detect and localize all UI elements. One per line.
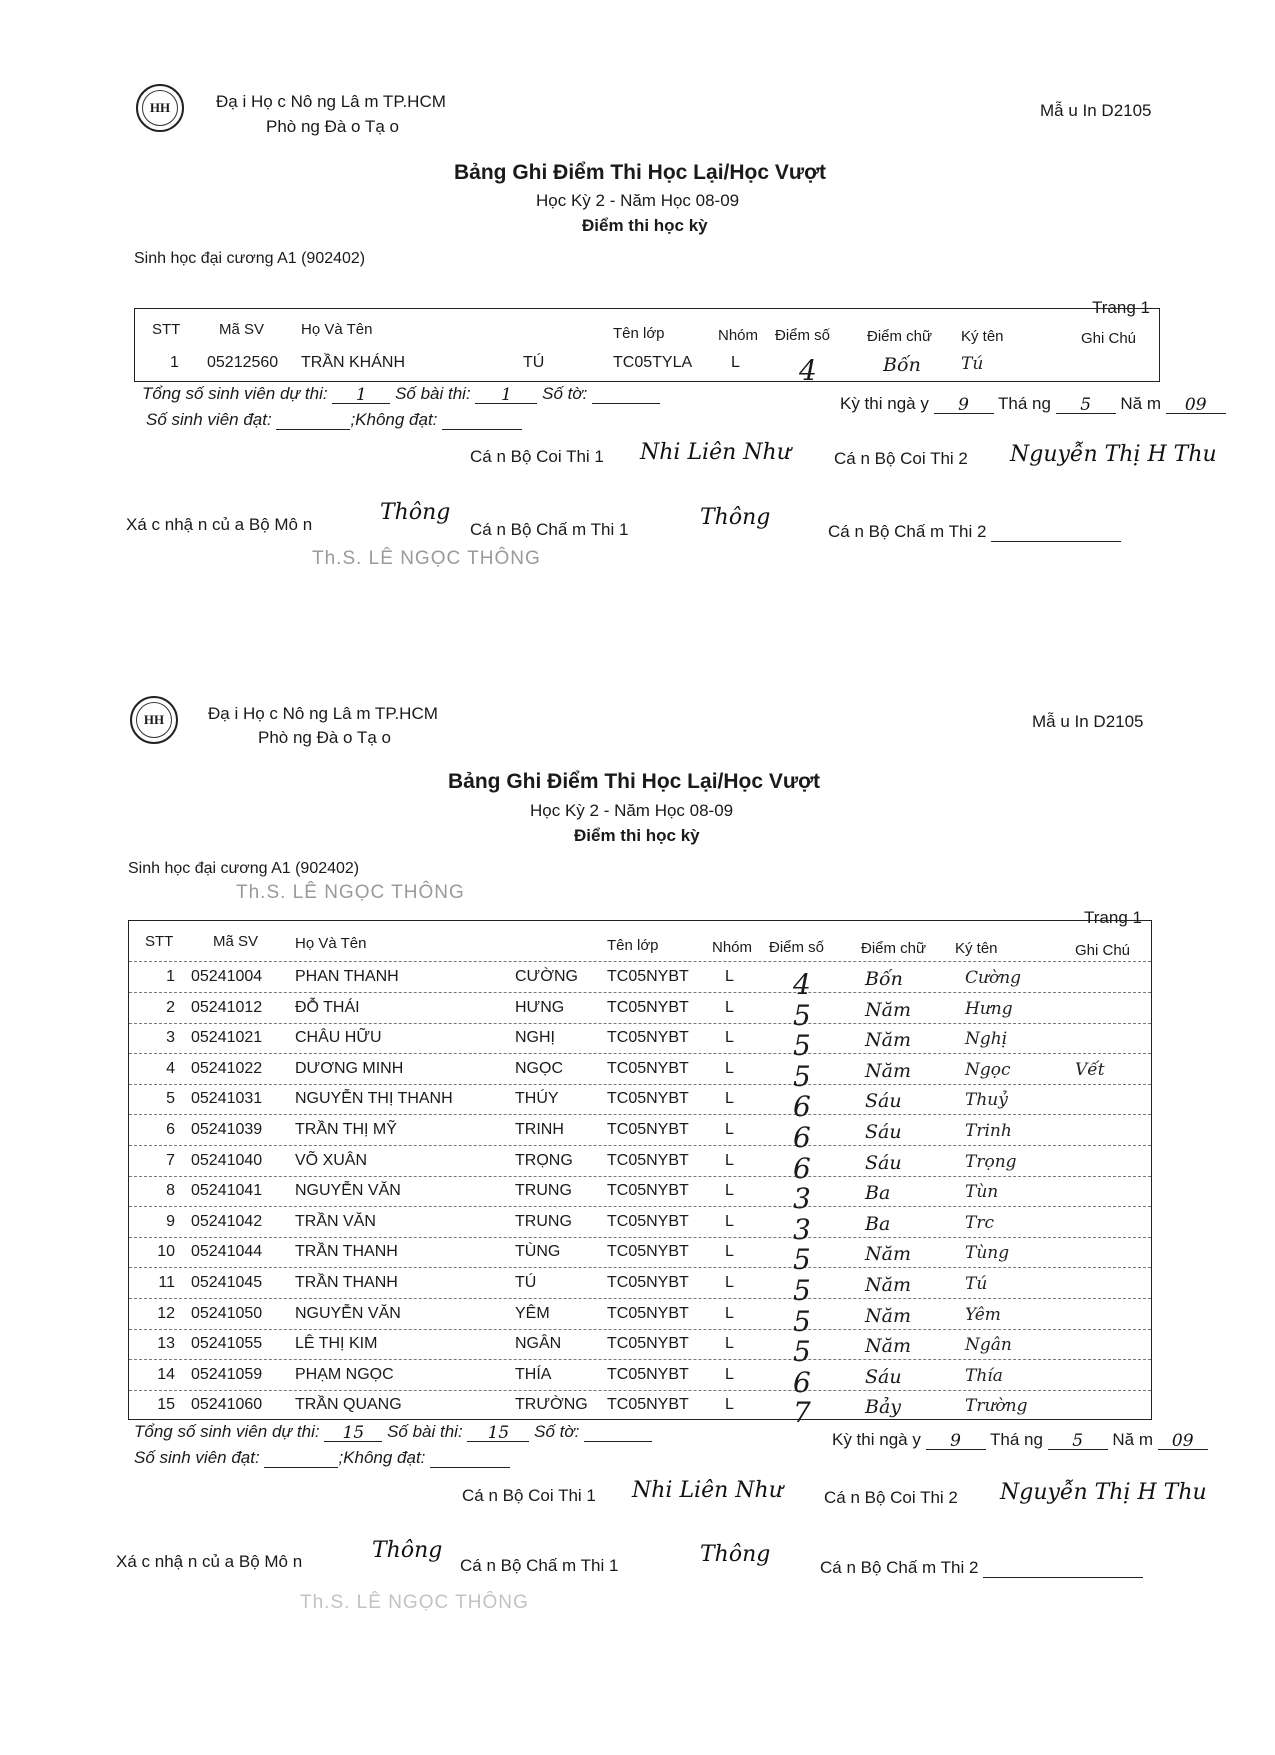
cell-score: 5 bbox=[793, 1243, 811, 1277]
table-row bbox=[129, 1236, 1151, 1277]
cell-group: L bbox=[725, 1059, 734, 1077]
cell-signature: Tú bbox=[965, 1274, 988, 1294]
table-row bbox=[129, 1083, 1151, 1124]
table-row bbox=[129, 1053, 1151, 1093]
cell-score: 5 bbox=[793, 998, 811, 1032]
university-name: Đạ i Họ c Nô ng Lâ m TP.HCM bbox=[208, 704, 438, 723]
sheet-title: Bảng Ghi Điểm Thi Học Lại/Học Vượt bbox=[448, 770, 821, 793]
cell-firstname: TRỌNG bbox=[515, 1151, 573, 1169]
cell-surname: CHÂU HỮU bbox=[295, 1029, 382, 1047]
exam-year: 09 bbox=[1158, 1431, 1208, 1450]
header-score: Điểm số bbox=[769, 939, 825, 956]
grader1-label: Cá n Bộ Chấ m Thi 1 bbox=[460, 1556, 619, 1575]
dept-stamp: Th.S. LÊ NGỌC THÔNG bbox=[312, 548, 541, 569]
table-row bbox=[129, 1175, 1151, 1216]
month-label: Thá ng bbox=[989, 1430, 1043, 1449]
cell-score: 3 bbox=[793, 1212, 811, 1246]
cell-surname: PHẠM NGỌC bbox=[295, 1365, 394, 1383]
subject: Sinh học đại cương A1 (902402) bbox=[134, 250, 366, 267]
cell-stt: 1 bbox=[166, 968, 175, 985]
cell-masv: 05241045 bbox=[191, 1274, 263, 1291]
cell-class: TC05NYBT bbox=[607, 1182, 689, 1200]
grader1-signature: Thông bbox=[700, 1542, 771, 1567]
semester: Học Kỳ 2 - Năm Học 08-09 bbox=[530, 801, 734, 820]
cell-firstname: CƯỜNG bbox=[515, 968, 578, 985]
cell-signature: Ngân bbox=[965, 1335, 1012, 1356]
logo-text: HH bbox=[149, 100, 171, 115]
header-sign: Ký tên bbox=[955, 940, 998, 957]
cell-signature: Trọng bbox=[965, 1151, 1017, 1172]
cell-score: 6 bbox=[793, 1151, 811, 1185]
cell-masv: 05241031 bbox=[191, 1090, 263, 1108]
cell-firstname: TRUNG bbox=[515, 1182, 572, 1200]
cell-stt: 14 bbox=[157, 1365, 175, 1383]
cell-score: 4 bbox=[793, 968, 811, 1001]
header-score: Điểm số bbox=[775, 327, 831, 344]
cell-score: 5 bbox=[793, 1274, 811, 1307]
year-label: Nă m bbox=[1112, 1430, 1154, 1449]
table-row bbox=[129, 1114, 1151, 1154]
cell-note: Vết bbox=[1075, 1059, 1105, 1080]
cell-firstname: TRINH bbox=[515, 1121, 564, 1138]
table-row bbox=[129, 1389, 1151, 1430]
cell-group: L bbox=[725, 1243, 734, 1261]
cell-masv: 05241012 bbox=[191, 998, 263, 1016]
grader2-label bbox=[828, 522, 1121, 542]
table-row bbox=[129, 1267, 1151, 1307]
cell-surname: TRẦN THANH bbox=[295, 1274, 398, 1291]
table-row bbox=[129, 1298, 1151, 1338]
total-students-value: 1 bbox=[332, 385, 390, 404]
exam-day: 9 bbox=[934, 395, 994, 414]
table-header bbox=[129, 921, 1151, 962]
cell-masv: 05241042 bbox=[191, 1212, 263, 1230]
cell-stt: 6 bbox=[166, 1121, 175, 1138]
semester: Học Kỳ 2 - Năm Học 08-09 bbox=[536, 191, 740, 210]
cell-score-word: Sáu bbox=[865, 1365, 902, 1388]
cell-signature: Tùn bbox=[965, 1182, 999, 1203]
cell-masv: 05241040 bbox=[191, 1151, 263, 1169]
header-class: Tên lớp bbox=[613, 325, 665, 342]
cell-group: L bbox=[725, 968, 734, 985]
cell-score-word: Năm bbox=[865, 1335, 911, 1358]
cell-masv: 05241021 bbox=[191, 1029, 263, 1047]
dept-confirm-label: Xá c nhậ n củ a Bộ Mô n bbox=[126, 515, 313, 534]
cell-stt: 10 bbox=[157, 1243, 175, 1261]
grader2-label-text: Cá n Bộ Chấ m Thi 2 bbox=[828, 522, 987, 541]
cell-firstname: TRUNG bbox=[515, 1212, 572, 1230]
table-row bbox=[135, 347, 1159, 387]
proctor1-signature: Nhi Liên Như bbox=[632, 1478, 783, 1503]
grade-sheet-2 bbox=[0, 610, 1275, 1755]
header-note: Ghi Chú bbox=[1075, 942, 1131, 959]
total-sheets-label: Số tờ: bbox=[542, 384, 588, 403]
total-students-value: 15 bbox=[324, 1423, 382, 1442]
cell-score-word: Bốn bbox=[865, 968, 903, 990]
cell-masv: 05241044 bbox=[191, 1243, 263, 1261]
dept-signature: Thông bbox=[380, 500, 451, 525]
total-sheets-value bbox=[584, 1423, 652, 1442]
cell-score-word: Năm bbox=[865, 1059, 911, 1082]
form-code: Mẫ u In D2105 bbox=[1040, 101, 1152, 120]
sheet-title: Bảng Ghi Điểm Thi Học Lại/Học Vượt bbox=[454, 161, 827, 184]
dept-confirm-label: Xá c nhậ n củ a Bộ Mô n bbox=[116, 1552, 303, 1571]
exam-type: Điểm thi học kỳ bbox=[574, 826, 700, 845]
header-name: Họ Và Tên bbox=[301, 321, 373, 338]
cell-class: TC05NYBT bbox=[607, 1090, 689, 1108]
cell-firstname: NGỌC bbox=[515, 1059, 563, 1077]
cell-masv: 05241055 bbox=[191, 1335, 263, 1353]
cell-firstname: TÚ bbox=[523, 354, 545, 371]
table-row bbox=[129, 961, 1151, 1001]
header-sign: Ký tên bbox=[961, 328, 1004, 345]
cell-signature: Cường bbox=[965, 968, 1022, 988]
cell-firstname: TÚ bbox=[515, 1274, 537, 1291]
cell-surname: PHAN THANH bbox=[295, 968, 399, 985]
grade-table bbox=[128, 920, 1152, 1430]
total-students-label: Tổng số sinh viên dự thi: bbox=[142, 384, 328, 403]
month-label: Thá ng bbox=[997, 394, 1051, 413]
cell-group: L bbox=[725, 1365, 734, 1383]
cell-score: 5 bbox=[793, 1335, 811, 1369]
cell-score: 6 bbox=[793, 1365, 811, 1399]
total-students-label: Tổng số sinh viên dự thi: bbox=[134, 1422, 320, 1441]
cell-stt: 5 bbox=[166, 1090, 175, 1108]
cell-group: L bbox=[725, 998, 734, 1016]
proctor1-signature: Nhi Liên Như bbox=[640, 440, 791, 465]
total-papers-value: 1 bbox=[475, 385, 537, 404]
cell-surname: TRẦN KHÁNH bbox=[301, 354, 406, 371]
exam-date-label: Kỳ thi ngà y bbox=[840, 394, 929, 413]
header-masv: Mã SV bbox=[219, 321, 265, 338]
passed-value bbox=[276, 411, 350, 430]
failed-value bbox=[430, 1449, 510, 1468]
cell-class: TC05NYBT bbox=[607, 1243, 689, 1261]
cell-score-word: Ba bbox=[865, 1212, 891, 1235]
exam-type: Điểm thi học kỳ bbox=[582, 216, 708, 235]
cell-surname: TRẦN THANH bbox=[295, 1243, 398, 1261]
cell-signature: Yêm bbox=[965, 1304, 1001, 1325]
cell-class: TC05NYBT bbox=[607, 1029, 689, 1047]
cell-firstname: NGHỊ bbox=[515, 1029, 555, 1047]
exam-date-label: Kỳ thi ngà y bbox=[832, 1430, 921, 1449]
cell-class: TC05NYBT bbox=[607, 1274, 689, 1291]
cell-firstname: HƯNG bbox=[515, 998, 565, 1016]
cell-score-word: Sáu bbox=[865, 1090, 902, 1113]
cell-masv: 05241050 bbox=[191, 1304, 263, 1322]
cell-group: L bbox=[725, 1304, 734, 1322]
page-number: Trang 1 bbox=[1084, 908, 1142, 927]
proctor2-signature: Nguyễn Thị H Thu bbox=[1010, 442, 1217, 467]
table-row bbox=[129, 1359, 1151, 1399]
cell-surname: NGUYỄN VĂN bbox=[295, 1182, 401, 1200]
exam-date bbox=[840, 394, 1226, 414]
cell-group: L bbox=[725, 1121, 734, 1138]
cell-stt: 12 bbox=[157, 1304, 175, 1322]
cell-score: 7 bbox=[793, 1396, 811, 1430]
total-sheets-label: Số tờ: bbox=[534, 1422, 580, 1441]
cell-signature: Thía bbox=[965, 1365, 1003, 1386]
header-name: Họ Và Tên bbox=[295, 935, 367, 952]
cell-score-word: Năm bbox=[865, 1304, 911, 1327]
cell-signature: Nghị bbox=[965, 1029, 1008, 1050]
cell-group: L bbox=[725, 1212, 734, 1230]
cell-group: L bbox=[725, 1182, 734, 1200]
cell-signature: Trc bbox=[965, 1212, 994, 1233]
failed-label: ;Không đạt: bbox=[350, 410, 438, 429]
cell-surname: LÊ THỊ KIM bbox=[295, 1335, 378, 1353]
cell-score: 5 bbox=[793, 1029, 811, 1063]
cell-class: TC05NYBT bbox=[607, 968, 689, 985]
header-word: Điểm chữ bbox=[867, 328, 933, 345]
cell-score-word: Ba bbox=[865, 1182, 891, 1205]
totals-line bbox=[142, 384, 660, 404]
cell-class: TC05NYBT bbox=[607, 1059, 689, 1077]
table-row bbox=[129, 1206, 1151, 1246]
total-papers-label: Số bài thi: bbox=[395, 384, 471, 403]
exam-year: 09 bbox=[1166, 395, 1226, 414]
dept-signature: Thông bbox=[372, 1538, 443, 1563]
header-stt: STT bbox=[152, 321, 181, 338]
cell-masv: 05212560 bbox=[207, 354, 279, 371]
form-code: Mẫ u In D2105 bbox=[1032, 712, 1144, 731]
proctor2-label: Cá n Bộ Coi Thi 2 bbox=[834, 449, 968, 468]
grade-table bbox=[134, 308, 1160, 387]
cell-masv: 05241039 bbox=[191, 1121, 263, 1138]
subject: Sinh học đại cương A1 (902402) bbox=[128, 860, 360, 877]
cell-signature: Thuỷ bbox=[965, 1090, 1008, 1111]
total-papers-value: 15 bbox=[467, 1423, 529, 1442]
header-masv: Mã SV bbox=[213, 933, 259, 950]
university-logo bbox=[136, 84, 184, 132]
proctor1-label: Cá n Bộ Coi Thi 1 bbox=[462, 1486, 596, 1505]
cell-surname: DƯƠNG MINH bbox=[295, 1059, 404, 1077]
cell-firstname: THÚY bbox=[515, 1090, 559, 1108]
cell-surname: VÕ XUÂN bbox=[295, 1151, 368, 1169]
table-row bbox=[129, 1328, 1151, 1369]
cell-class: TC05NYBT bbox=[607, 1121, 689, 1138]
table-row bbox=[129, 1145, 1151, 1185]
pass-line bbox=[134, 1448, 510, 1468]
passed-value bbox=[264, 1449, 338, 1468]
cell-masv: 05241060 bbox=[191, 1396, 263, 1414]
cell-stt: 9 bbox=[166, 1212, 175, 1230]
office-name: Phò ng Đà o Tạ o bbox=[266, 117, 399, 136]
cell-surname: TRẦN THỊ MỸ bbox=[295, 1121, 397, 1138]
logo-text: HH bbox=[143, 712, 165, 727]
proctor2-label: Cá n Bộ Coi Thi 2 bbox=[824, 1488, 958, 1507]
cell-class: TC05NYBT bbox=[607, 1151, 689, 1169]
cell-group: L bbox=[725, 1151, 734, 1169]
cell-firstname: THÍA bbox=[515, 1365, 552, 1383]
cell-stt: 2 bbox=[166, 998, 175, 1016]
cell-group: L bbox=[731, 354, 740, 371]
cell-score: 5 bbox=[793, 1059, 811, 1093]
table-row bbox=[129, 992, 1151, 1032]
cell-group: L bbox=[725, 1090, 734, 1108]
cell-surname: NGUYỄN THỊ THANH bbox=[295, 1090, 453, 1108]
cell-surname: ĐỖ THÁI bbox=[295, 998, 360, 1016]
cell-class: TC05NYBT bbox=[607, 1335, 689, 1353]
year-label: Nă m bbox=[1120, 394, 1162, 413]
header-note: Ghi Chú bbox=[1081, 330, 1137, 347]
cell-score-word: Sáu bbox=[865, 1121, 902, 1143]
grader1-signature: Thông bbox=[700, 505, 771, 530]
cell-signature: Tú bbox=[961, 354, 984, 374]
header-word: Điểm chữ bbox=[861, 940, 927, 957]
dept-stamp: Th.S. LÊ NGỌC THÔNG bbox=[300, 1592, 529, 1613]
cell-class: TC05NYBT bbox=[607, 998, 689, 1016]
cell-masv: 05241059 bbox=[191, 1365, 263, 1383]
cell-signature: Trinh bbox=[965, 1121, 1012, 1141]
passed-label: Số sinh viên đạt: bbox=[134, 1448, 260, 1467]
grader2-blank bbox=[983, 1559, 1143, 1578]
grader1-label: Cá n Bộ Chấ m Thi 1 bbox=[470, 520, 629, 539]
totals-line bbox=[134, 1422, 652, 1442]
proctor1-label: Cá n Bộ Coi Thi 1 bbox=[470, 447, 604, 466]
cell-score: 6 bbox=[793, 1090, 811, 1124]
dept-stamp-top: Th.S. LÊ NGỌC THÔNG bbox=[236, 882, 465, 903]
cell-class: TC05NYBT bbox=[607, 1396, 689, 1414]
cell-score-word: Sáu bbox=[865, 1151, 902, 1174]
cell-stt: 7 bbox=[166, 1151, 175, 1169]
grader2-blank bbox=[991, 523, 1121, 542]
exam-month: 5 bbox=[1056, 395, 1116, 414]
cell-class: TC05TYLA bbox=[613, 354, 693, 371]
cell-firstname: TRƯỜNG bbox=[515, 1396, 588, 1414]
cell-masv: 05241022 bbox=[191, 1059, 263, 1077]
header-stt: STT bbox=[145, 933, 174, 950]
page-number: Trang 1 bbox=[1092, 298, 1150, 317]
cell-signature: Tùng bbox=[965, 1243, 1010, 1264]
passed-label: Số sinh viên đạt: bbox=[146, 410, 272, 429]
cell-surname: TRẦN VĂN bbox=[295, 1212, 376, 1230]
proctor2-signature: Nguyễn Thị H Thu bbox=[1000, 1480, 1207, 1505]
exam-day: 9 bbox=[926, 1431, 986, 1450]
cell-score: 3 bbox=[793, 1182, 811, 1216]
cell-surname: NGUYỄN VĂN bbox=[295, 1304, 401, 1322]
grade-sheet-1 bbox=[0, 0, 1275, 600]
cell-stt: 11 bbox=[158, 1274, 175, 1291]
cell-score: 4 bbox=[799, 354, 817, 387]
exam-month: 5 bbox=[1048, 1431, 1108, 1450]
cell-score-word: Năm bbox=[865, 998, 911, 1021]
cell-group: L bbox=[725, 1396, 734, 1414]
cell-signature: Trường bbox=[965, 1396, 1028, 1417]
pass-line bbox=[146, 410, 522, 430]
cell-masv: 05241004 bbox=[191, 968, 263, 985]
table-row bbox=[129, 1022, 1151, 1063]
exam-date bbox=[832, 1430, 1208, 1450]
cell-score-word: Năm bbox=[865, 1243, 911, 1266]
total-sheets-value bbox=[592, 385, 660, 404]
total-papers-label: Số bài thi: bbox=[387, 1422, 463, 1441]
failed-label: ;Không đạt: bbox=[338, 1448, 426, 1467]
cell-signature: Ngọc bbox=[965, 1059, 1011, 1080]
cell-stt: 1 bbox=[170, 354, 179, 371]
office-name: Phò ng Đà o Tạ o bbox=[258, 728, 391, 747]
cell-stt: 15 bbox=[157, 1396, 175, 1414]
cell-stt: 8 bbox=[166, 1182, 175, 1200]
cell-stt: 3 bbox=[166, 1029, 175, 1047]
cell-masv: 05241041 bbox=[191, 1182, 263, 1200]
cell-firstname: TÙNG bbox=[515, 1243, 561, 1261]
cell-score-word: Bốn bbox=[883, 354, 921, 376]
cell-surname: TRẦN QUANG bbox=[295, 1396, 402, 1414]
header-group: Nhóm bbox=[718, 327, 759, 344]
cell-class: TC05NYBT bbox=[607, 1365, 689, 1383]
cell-group: L bbox=[725, 1274, 734, 1291]
grader2-label-text: Cá n Bộ Chấ m Thi 2 bbox=[820, 1558, 979, 1577]
cell-score-word: Bảy bbox=[865, 1396, 902, 1419]
grader2-label bbox=[820, 1558, 1143, 1578]
cell-stt: 13 bbox=[157, 1335, 175, 1353]
cell-group: L bbox=[725, 1029, 734, 1047]
header-group: Nhóm bbox=[712, 939, 753, 956]
failed-value bbox=[442, 411, 522, 430]
cell-signature: Hưng bbox=[965, 998, 1013, 1019]
cell-firstname: NGÂN bbox=[515, 1335, 562, 1353]
cell-score-word: Năm bbox=[865, 1029, 911, 1052]
cell-group: L bbox=[725, 1335, 734, 1353]
cell-score: 5 bbox=[793, 1304, 811, 1338]
university-logo bbox=[130, 696, 178, 744]
cell-score-word: Năm bbox=[865, 1274, 911, 1296]
cell-class: TC05NYBT bbox=[607, 1212, 689, 1230]
university-name: Đạ i Họ c Nô ng Lâ m TP.HCM bbox=[216, 92, 446, 111]
cell-score: 6 bbox=[793, 1121, 811, 1154]
cell-firstname: YÊM bbox=[515, 1304, 550, 1322]
cell-class: TC05NYBT bbox=[607, 1304, 689, 1322]
header-class: Tên lớp bbox=[607, 937, 659, 954]
cell-stt: 4 bbox=[166, 1059, 175, 1077]
